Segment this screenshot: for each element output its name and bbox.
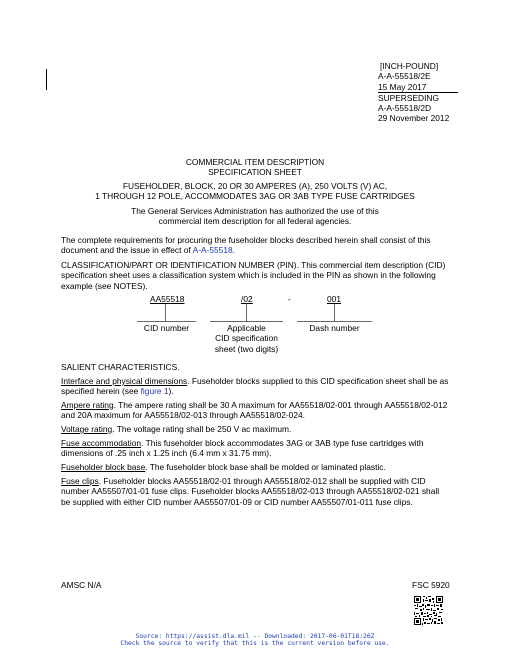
pin-label-spec-sheet (205, 323, 288, 354)
document-header (378, 61, 458, 124)
footer-source-line: Source: https://assist.dla.mil -- Downloaded: 2017-06-01T18:26Z (135, 633, 375, 640)
title-line-2: SPECIFICATION SHEET (208, 167, 302, 178)
header-superseding: SUPERSEDING (378, 92, 439, 103)
pin-label-cid: CID number (143, 323, 190, 333)
clips-line-2: number AA55507/01-01 fuse clips. Fuseholder blocks AA55518/02-013 through AA55518/02-021 shall (61, 486, 440, 497)
header-superseded-number: A-A-55518/2D (378, 103, 432, 114)
ampere-line-2: and 20A maximum for AA55518/02-013 through AA55518/02-024. (61, 410, 305, 421)
fuse-title: Fuse accommodation (61, 438, 142, 448)
pin-connector-2 (246, 304, 247, 322)
pin-spec-sheet: /02 (241, 294, 253, 304)
ampere-text: . The ampere rating shall be 30 A maximum for AA55518/02-001 through AA55518/02-012 (113, 400, 448, 410)
voltage-line-1 (61, 424, 453, 434)
pin-label-dash: Dash number (309, 323, 360, 333)
clips-line-1 (61, 476, 453, 486)
document-subject (0, 181, 510, 202)
header-document-number: A-A-55518/2E (378, 71, 431, 82)
pin-underline-3 (297, 321, 372, 322)
base-text: . The fuseholder block base shall be molded or laminated plastic. (145, 462, 386, 472)
header-inch-pound: [INCH-POUND] (380, 61, 439, 71)
base-title: Fuseholder block base (61, 462, 146, 472)
ampere-paragraph (61, 400, 453, 421)
voltage-paragraph (61, 424, 453, 434)
classification-line-3: example (see NOTES). (61, 280, 148, 291)
header-date: 15 May 2017 (378, 82, 458, 93)
authorization-line-1: The General Services Administration has authorized the use of this (131, 206, 379, 216)
ampere-line-1 (61, 400, 453, 410)
authorization-line-2: commercial item description for all federal agencies. (158, 216, 352, 227)
fuse-line-1 (61, 438, 453, 448)
interface-line-2 (61, 386, 453, 396)
spec-a-a-55518-link[interactable]: A-A-55518 (192, 245, 233, 256)
clips-line-3: be supplied with either CID number AA55507/01-09 or CID number AA55507/01-011 fuse clips. (61, 496, 413, 507)
interface-text: . Fuseholder blocks supplied to this CID specification sheet shall be as (187, 376, 449, 386)
pin-label-spec-line-2: CID specification (215, 333, 278, 344)
block-base-paragraph (61, 462, 453, 472)
classification-line-1: CLASSIFICATION/PART OR IDENTIFICATION NUMBER (PIN). This commercial item description (CID) (61, 260, 446, 270)
fsc-label: FSC 5920 (412, 580, 450, 590)
pin-connector-3 (334, 304, 335, 322)
intro-period: . (232, 245, 235, 256)
pin-cid-number: AA55518 (150, 294, 185, 304)
intro-text: document and the issue in effect of (61, 245, 193, 256)
classification-line-2: specification sheet uses a classification system which is included in the PIN as shown in the following (61, 270, 436, 281)
voltage-text: . The voltage rating shall be 250 V ac maximum. (112, 424, 292, 434)
intro-line-2 (61, 245, 453, 255)
fuse-text: . This fuseholder block accommodates 3AG or 3AB type fuse cartridges with (141, 438, 424, 448)
interface-title: Interface and physical dimensions (61, 376, 188, 386)
clips-title: Fuse clips (61, 476, 99, 486)
footer-check-line: Check the source to verify that this is the current version before use. (120, 640, 390, 647)
voltage-title: Voltage rating (61, 424, 113, 434)
figure-1-link[interactable]: figure 1 (140, 386, 169, 397)
interface-paragraph (61, 376, 453, 397)
base-line-1 (61, 462, 453, 472)
interface-line-1 (61, 376, 453, 386)
interface-text-2: specified herein (see (61, 386, 141, 397)
fuse-clips-paragraph (61, 476, 453, 507)
pin-underline-2 (210, 321, 283, 322)
qr-code-icon (414, 596, 443, 625)
subject-line-2: 1 THROUGH 12 POLE, ACCOMMODATES 3AG OR 3AB TYPE FUSE CARTRIDGES (95, 191, 415, 202)
subject-line-1: FUSEHOLDER, BLOCK, 20 OR 30 AMPERES (A), 250 VOLTS (V) AC, (122, 181, 388, 191)
pin-underline-1 (137, 321, 196, 322)
document-title (0, 157, 510, 178)
pin-dash: - (288, 294, 291, 304)
salient-heading: SALIENT CHARACTERISTICS. (61, 362, 180, 372)
amsc-label: AMSC N/A (61, 580, 102, 590)
clips-text: . Fuseholder blocks AA55518/02-01 through AA55518/02-012 shall be supplied with CID (98, 476, 426, 486)
pin-label-spec-line-1: Applicable (227, 323, 266, 333)
pin-label-spec-line-3: sheet (two digits) (214, 343, 279, 354)
pin-connector-1 (165, 304, 166, 322)
pin-dash-number: 001 (327, 294, 341, 304)
intro-paragraph (61, 235, 453, 256)
authorization-statement (0, 206, 510, 227)
ampere-title: Ampere rating (61, 400, 114, 410)
intro-line-1: The complete requirements for procuring the fuseholder blocks described herein shall consist of this (61, 235, 431, 245)
interface-text-3: ). (168, 386, 174, 397)
title-line-1: COMMERCIAL ITEM DESCRIPTION (185, 157, 325, 167)
revision-bar (46, 69, 47, 90)
classification-paragraph (61, 260, 453, 291)
fuse-line-2: dimensions of .25 inch x 1.25 inch (6.4 mm x 31.75 mm). (61, 448, 272, 459)
fuse-accommodation-paragraph (61, 438, 453, 459)
header-superseded-date: 29 November 2012 (378, 113, 450, 124)
